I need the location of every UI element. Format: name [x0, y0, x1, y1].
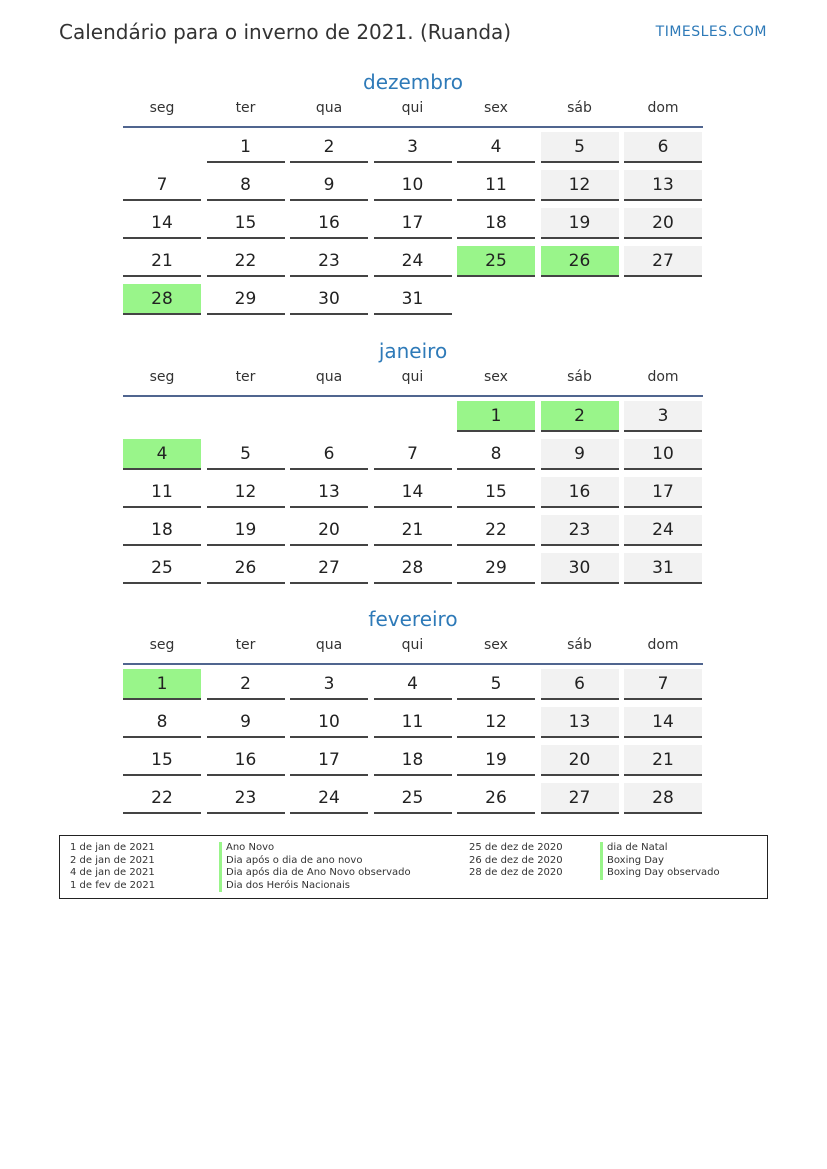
- day-cell[interactable]: 12: [207, 477, 285, 508]
- weekday-label: seg: [149, 100, 175, 116]
- day-cell[interactable]: 14: [374, 477, 452, 508]
- day-cell[interactable]: 24: [374, 246, 452, 277]
- day-cell[interactable]: 16: [541, 477, 619, 508]
- day-cell[interactable]: 8: [123, 707, 201, 738]
- day-cell[interactable]: 5: [457, 669, 535, 700]
- month-calendar-december: [123, 70, 703, 322]
- day-cell[interactable]: 26: [457, 783, 535, 814]
- day-cell[interactable]: 16: [207, 745, 285, 776]
- header-rule: [123, 395, 703, 397]
- weekday-header: [123, 637, 703, 663]
- day-cell[interactable]: 21: [624, 745, 702, 776]
- holiday-day-cell[interactable]: 26: [541, 246, 619, 277]
- day-cell[interactable]: 18: [123, 515, 201, 546]
- day-cell[interactable]: 24: [624, 515, 702, 546]
- day-cell[interactable]: 6: [541, 669, 619, 700]
- day-cell[interactable]: 25: [374, 783, 452, 814]
- day-cell[interactable]: 15: [207, 208, 285, 239]
- month-name: janeiro: [378, 339, 448, 363]
- day-cell[interactable]: 13: [290, 477, 368, 508]
- legend-holiday-name: Dia após o dia de ano novo: [226, 854, 363, 866]
- day-cell[interactable]: 23: [290, 246, 368, 277]
- day-cell[interactable]: 21: [374, 515, 452, 546]
- days-grid: [123, 401, 703, 591]
- day-cell[interactable]: 18: [457, 208, 535, 239]
- weekday-label: qui: [401, 369, 424, 385]
- legend-date: 25 de dez de 2020: [469, 842, 563, 853]
- weekday-label: sex: [484, 637, 508, 653]
- day-cell[interactable]: 8: [207, 170, 285, 201]
- day-cell[interactable]: 17: [374, 208, 452, 239]
- legend-date: 28 de dez de 2020: [469, 867, 563, 878]
- legend-holiday-name: Boxing Day: [607, 854, 664, 866]
- day-cell[interactable]: 13: [624, 170, 702, 201]
- day-cell[interactable]: 22: [123, 783, 201, 814]
- day-cell[interactable]: 29: [457, 553, 535, 584]
- legend-date: 1 de fev de 2021: [70, 879, 156, 891]
- legend-right-dates: [469, 842, 563, 880]
- legend-date: 2 de jan de 2021: [70, 854, 155, 866]
- day-cell[interactable]: 6: [624, 132, 702, 163]
- legend-holiday-name: Ano Novo: [226, 842, 275, 853]
- empty-cell: [123, 132, 201, 161]
- day-cell[interactable]: 3: [374, 132, 452, 163]
- legend-date: 26 de dez de 2020: [469, 854, 563, 866]
- day-cell[interactable]: 16: [290, 208, 368, 239]
- legend-holiday-name: Dia após dia de Ano Novo observado: [226, 867, 411, 878]
- day-cell[interactable]: 7: [624, 669, 702, 700]
- empty-cell: [290, 401, 368, 430]
- day-cell[interactable]: 30: [541, 553, 619, 584]
- day-cell[interactable]: 4: [457, 132, 535, 163]
- day-cell[interactable]: 4: [374, 669, 452, 700]
- legend-left-names: [219, 842, 411, 892]
- empty-cell: [207, 401, 285, 430]
- weekday-label: ter: [235, 637, 256, 653]
- day-cell[interactable]: 9: [290, 170, 368, 201]
- day-cell[interactable]: 14: [624, 707, 702, 738]
- day-cell[interactable]: 7: [123, 170, 201, 201]
- day-cell[interactable]: 22: [457, 515, 535, 546]
- day-cell[interactable]: 21: [123, 246, 201, 277]
- day-cell[interactable]: 24: [290, 783, 368, 814]
- legend-holiday-name: dia de Natal: [607, 842, 668, 853]
- day-cell[interactable]: 5: [541, 132, 619, 163]
- header-rule: [123, 663, 703, 665]
- day-cell[interactable]: 31: [624, 553, 702, 584]
- day-cell[interactable]: 15: [457, 477, 535, 508]
- day-cell[interactable]: 2: [207, 669, 285, 700]
- days-grid: [123, 132, 703, 322]
- legend-left-dates: [70, 842, 155, 892]
- weekday-header: [123, 100, 703, 126]
- day-cell[interactable]: 3: [290, 669, 368, 700]
- empty-cell: [123, 401, 201, 430]
- day-cell[interactable]: 6: [290, 439, 368, 470]
- day-cell[interactable]: 17: [290, 745, 368, 776]
- header-rule: [123, 126, 703, 128]
- day-cell[interactable]: 10: [374, 170, 452, 201]
- weekday-label: qui: [401, 637, 424, 653]
- day-cell[interactable]: 3: [624, 401, 702, 432]
- weekday-label: dom: [647, 369, 679, 385]
- day-cell[interactable]: 9: [541, 439, 619, 470]
- day-cell[interactable]: 1: [207, 132, 285, 163]
- empty-cell: [374, 401, 452, 430]
- legend-right-names: [600, 842, 720, 880]
- brand-logo-text[interactable]: TIMESLES.COM: [655, 24, 767, 40]
- month-calendar-february: [123, 607, 703, 821]
- weekday-label: seg: [149, 637, 175, 653]
- day-cell[interactable]: 7: [374, 439, 452, 470]
- month-name: fevereiro: [368, 607, 458, 631]
- legend-date: 4 de jan de 2021: [70, 867, 155, 878]
- day-cell[interactable]: 29: [207, 284, 285, 315]
- weekday-header: [123, 369, 703, 395]
- month-calendar-january: [123, 339, 703, 591]
- day-cell[interactable]: 10: [624, 439, 702, 470]
- weekday-label: sex: [484, 100, 508, 116]
- day-cell[interactable]: 11: [123, 477, 201, 508]
- weekday-label: sáb: [567, 100, 592, 116]
- day-cell[interactable]: 28: [624, 783, 702, 814]
- day-cell[interactable]: 18: [374, 745, 452, 776]
- day-cell[interactable]: 10: [290, 707, 368, 738]
- day-cell[interactable]: 19: [457, 745, 535, 776]
- day-cell[interactable]: 20: [290, 515, 368, 546]
- day-cell[interactable]: 19: [207, 515, 285, 546]
- day-cell[interactable]: 5: [207, 439, 285, 470]
- holiday-day-cell[interactable]: 1: [457, 401, 535, 432]
- legend-holiday-name: Dia dos Heróis Nacionais: [226, 879, 350, 891]
- weekday-label: ter: [235, 369, 256, 385]
- holiday-day-cell[interactable]: 28: [123, 284, 201, 315]
- holiday-day-cell[interactable]: 4: [123, 439, 201, 470]
- day-cell[interactable]: 20: [541, 745, 619, 776]
- holiday-day-cell[interactable]: 1: [123, 669, 201, 700]
- day-cell[interactable]: 9: [207, 707, 285, 738]
- legend-date: 1 de jan de 2021: [70, 842, 155, 853]
- day-cell[interactable]: 26: [207, 553, 285, 584]
- holiday-day-cell[interactable]: 2: [541, 401, 619, 432]
- weekday-label: seg: [149, 369, 175, 385]
- day-cell[interactable]: 27: [624, 246, 702, 277]
- day-cell[interactable]: 25: [123, 553, 201, 584]
- weekday-label: ter: [235, 100, 256, 116]
- weekday-label: dom: [647, 637, 679, 653]
- day-cell[interactable]: 12: [541, 170, 619, 201]
- day-cell[interactable]: 27: [290, 553, 368, 584]
- weekday-label: qua: [315, 100, 343, 116]
- holiday-legend: [59, 835, 768, 899]
- day-cell[interactable]: 23: [207, 783, 285, 814]
- legend-holiday-name: Boxing Day observado: [607, 867, 720, 878]
- day-cell[interactable]: 12: [457, 707, 535, 738]
- day-cell[interactable]: 15: [123, 745, 201, 776]
- day-cell[interactable]: 19: [541, 208, 619, 239]
- day-cell[interactable]: 27: [541, 783, 619, 814]
- days-grid: [123, 669, 703, 821]
- day-cell[interactable]: 11: [374, 707, 452, 738]
- day-cell[interactable]: 14: [123, 208, 201, 239]
- day-cell[interactable]: 17: [624, 477, 702, 508]
- weekday-label: qua: [315, 369, 343, 385]
- month-name: dezembro: [363, 70, 463, 94]
- weekday-label: dom: [647, 100, 679, 116]
- day-cell[interactable]: 13: [541, 707, 619, 738]
- day-cell[interactable]: 30: [290, 284, 368, 315]
- weekday-label: sáb: [567, 637, 592, 653]
- weekday-label: sáb: [567, 369, 592, 385]
- weekday-label: qua: [315, 637, 343, 653]
- day-cell[interactable]: 23: [541, 515, 619, 546]
- day-cell[interactable]: 28: [374, 553, 452, 584]
- day-cell[interactable]: 2: [290, 132, 368, 163]
- day-cell[interactable]: 31: [374, 284, 452, 315]
- day-cell[interactable]: 20: [624, 208, 702, 239]
- weekday-label: sex: [484, 369, 508, 385]
- day-cell[interactable]: 8: [457, 439, 535, 470]
- day-cell[interactable]: 11: [457, 170, 535, 201]
- holiday-day-cell[interactable]: 25: [457, 246, 535, 277]
- day-cell[interactable]: 22: [207, 246, 285, 277]
- weekday-label: qui: [401, 100, 424, 116]
- page-title: Calendário para o inverno de 2021. (Ruanda): [59, 20, 512, 44]
